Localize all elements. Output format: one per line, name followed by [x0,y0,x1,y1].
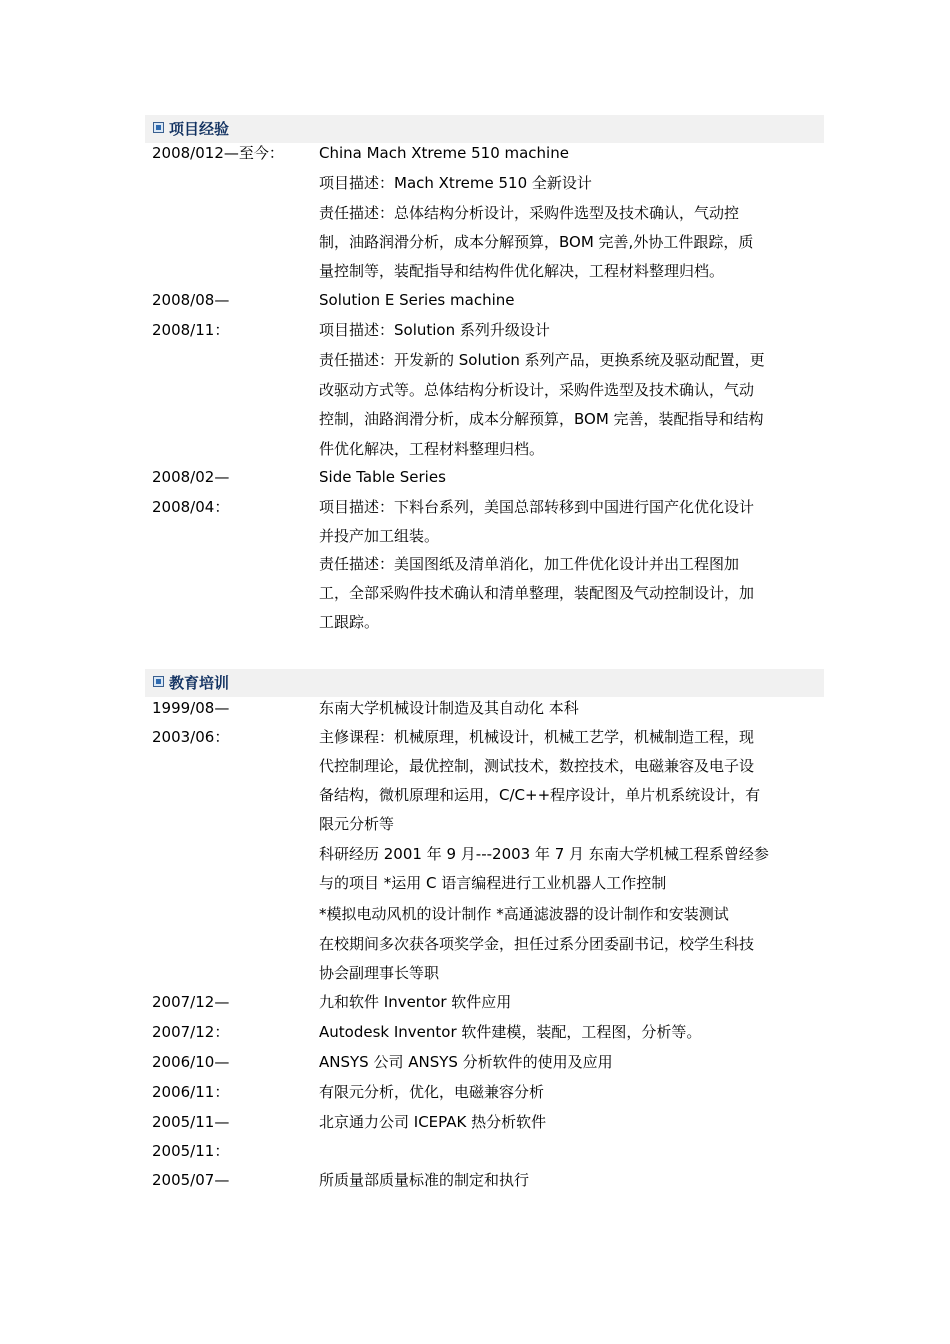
row-date: 2008/08— [152,291,230,309]
row-text: 项目描述：下料台系列，美国总部转移到中国进行国产化优化设计 [319,498,755,516]
section-icon [153,676,164,687]
row-text: Solution E Series machine [319,291,515,309]
row-date: 2006/10— [152,1053,230,1071]
row-text: 工，全部采购件技术确认和清单整理，装配图及气动控制设计，加 [319,584,755,602]
row-date: 2008/04： [152,498,230,516]
row-text: 在校期间多次获各项奖学金，担任过系分团委副书记，校学生科技 [319,935,755,953]
row-text: 责任描述：开发新的 Solution 系列产品，更换系统及驱动配置，更 [319,351,765,369]
row-text: 项目描述：Mach Xtreme 510 全新设计 [319,174,592,192]
row-text: 控制，油路润滑分析，成本分解预算，BOM 完善，装配指导和结构 [319,410,764,428]
row-text: 备结构，微机原理和运用，C/C++程序设计，单片机系统设计，有 [319,786,761,804]
row-date: 2006/11： [152,1083,230,1101]
row-text: 制，油路润滑分析，成本分解预算，BOM 完善,外协工件跟踪，质 [319,233,754,251]
row-text: 限元分析等 [319,815,395,833]
row-date: 2008/11： [152,321,230,339]
row-text: ANSYS 公司 ANSYS 分析软件的使用及应用 [319,1053,613,1071]
row-text: China Mach Xtreme 510 machine [319,144,569,162]
row-text: 有限元分析，优化，电磁兼容分析 [319,1083,545,1101]
row-text: 东南大学机械设计制造及其自动化 本科 [319,699,579,717]
section-title: 教育培训 [169,674,230,692]
row-date: 2007/12： [152,1023,230,1041]
row-date: 2008/02— [152,468,230,486]
row-text: 协会副理事长等职 [319,964,440,982]
section-title: 项目经验 [169,120,230,138]
row-text: 科研经历 2001 年 9 月---2003 年 7 月 东南大学机械工程系曾经参 [319,845,769,863]
row-date: 2007/12— [152,993,230,1011]
row-text: 件优化解决，工程材料整理归档。 [319,440,545,458]
row-text: 北京通力公司 ICEPAK 热分析软件 [319,1113,547,1131]
row-date: 2005/07— [152,1171,230,1189]
row-date: 2008/012—至今： [152,144,284,162]
row-text: 所质量部质量标准的制定和执行 [319,1171,530,1189]
row-text: 并投产加工组装。 [319,527,440,545]
row-text: 量控制等，装配指导和结构件优化解决，工程材料整理归档。 [319,262,725,280]
section-icon [153,122,164,133]
row-text: 工跟踪。 [319,613,380,631]
row-date: 1999/08— [152,699,230,717]
row-date: 2005/11： [152,1142,230,1160]
row-text: *模拟电动风机的设计制作 *高通滤波器的设计制作和安装测试 [319,905,729,923]
row-date: 2003/06： [152,728,230,746]
section-header-education-training [145,669,824,697]
row-text: 九和软件 Inventor 软件应用 [319,993,512,1011]
row-text: 项目描述：Solution 系列升级设计 [319,321,550,339]
row-text: 责任描述：美国图纸及清单消化，加工件优化设计并出工程图加 [319,555,740,573]
row-date: 2005/11— [152,1113,230,1131]
row-text: 责任描述：总体结构分析设计，采购件选型及技术确认，气动控 [319,204,740,222]
row-text: 与的项目 *运用 C 语言编程进行工业机器人工作控制 [319,874,667,892]
row-text: Side Table Series [319,468,446,486]
row-text: 改驱动方式等。总体结构分析设计，采购件选型及技术确认，气动 [319,381,755,399]
row-text: 代控制理论，最优控制，测试技术，数控技术，电磁兼容及电子设 [319,757,755,775]
row-text: 主修课程：机械原理，机械设计，机械工艺学，机械制造工程，现 [319,728,755,746]
row-text: Autodesk Inventor 软件建模，装配，工程图，分析等。 [319,1023,702,1041]
